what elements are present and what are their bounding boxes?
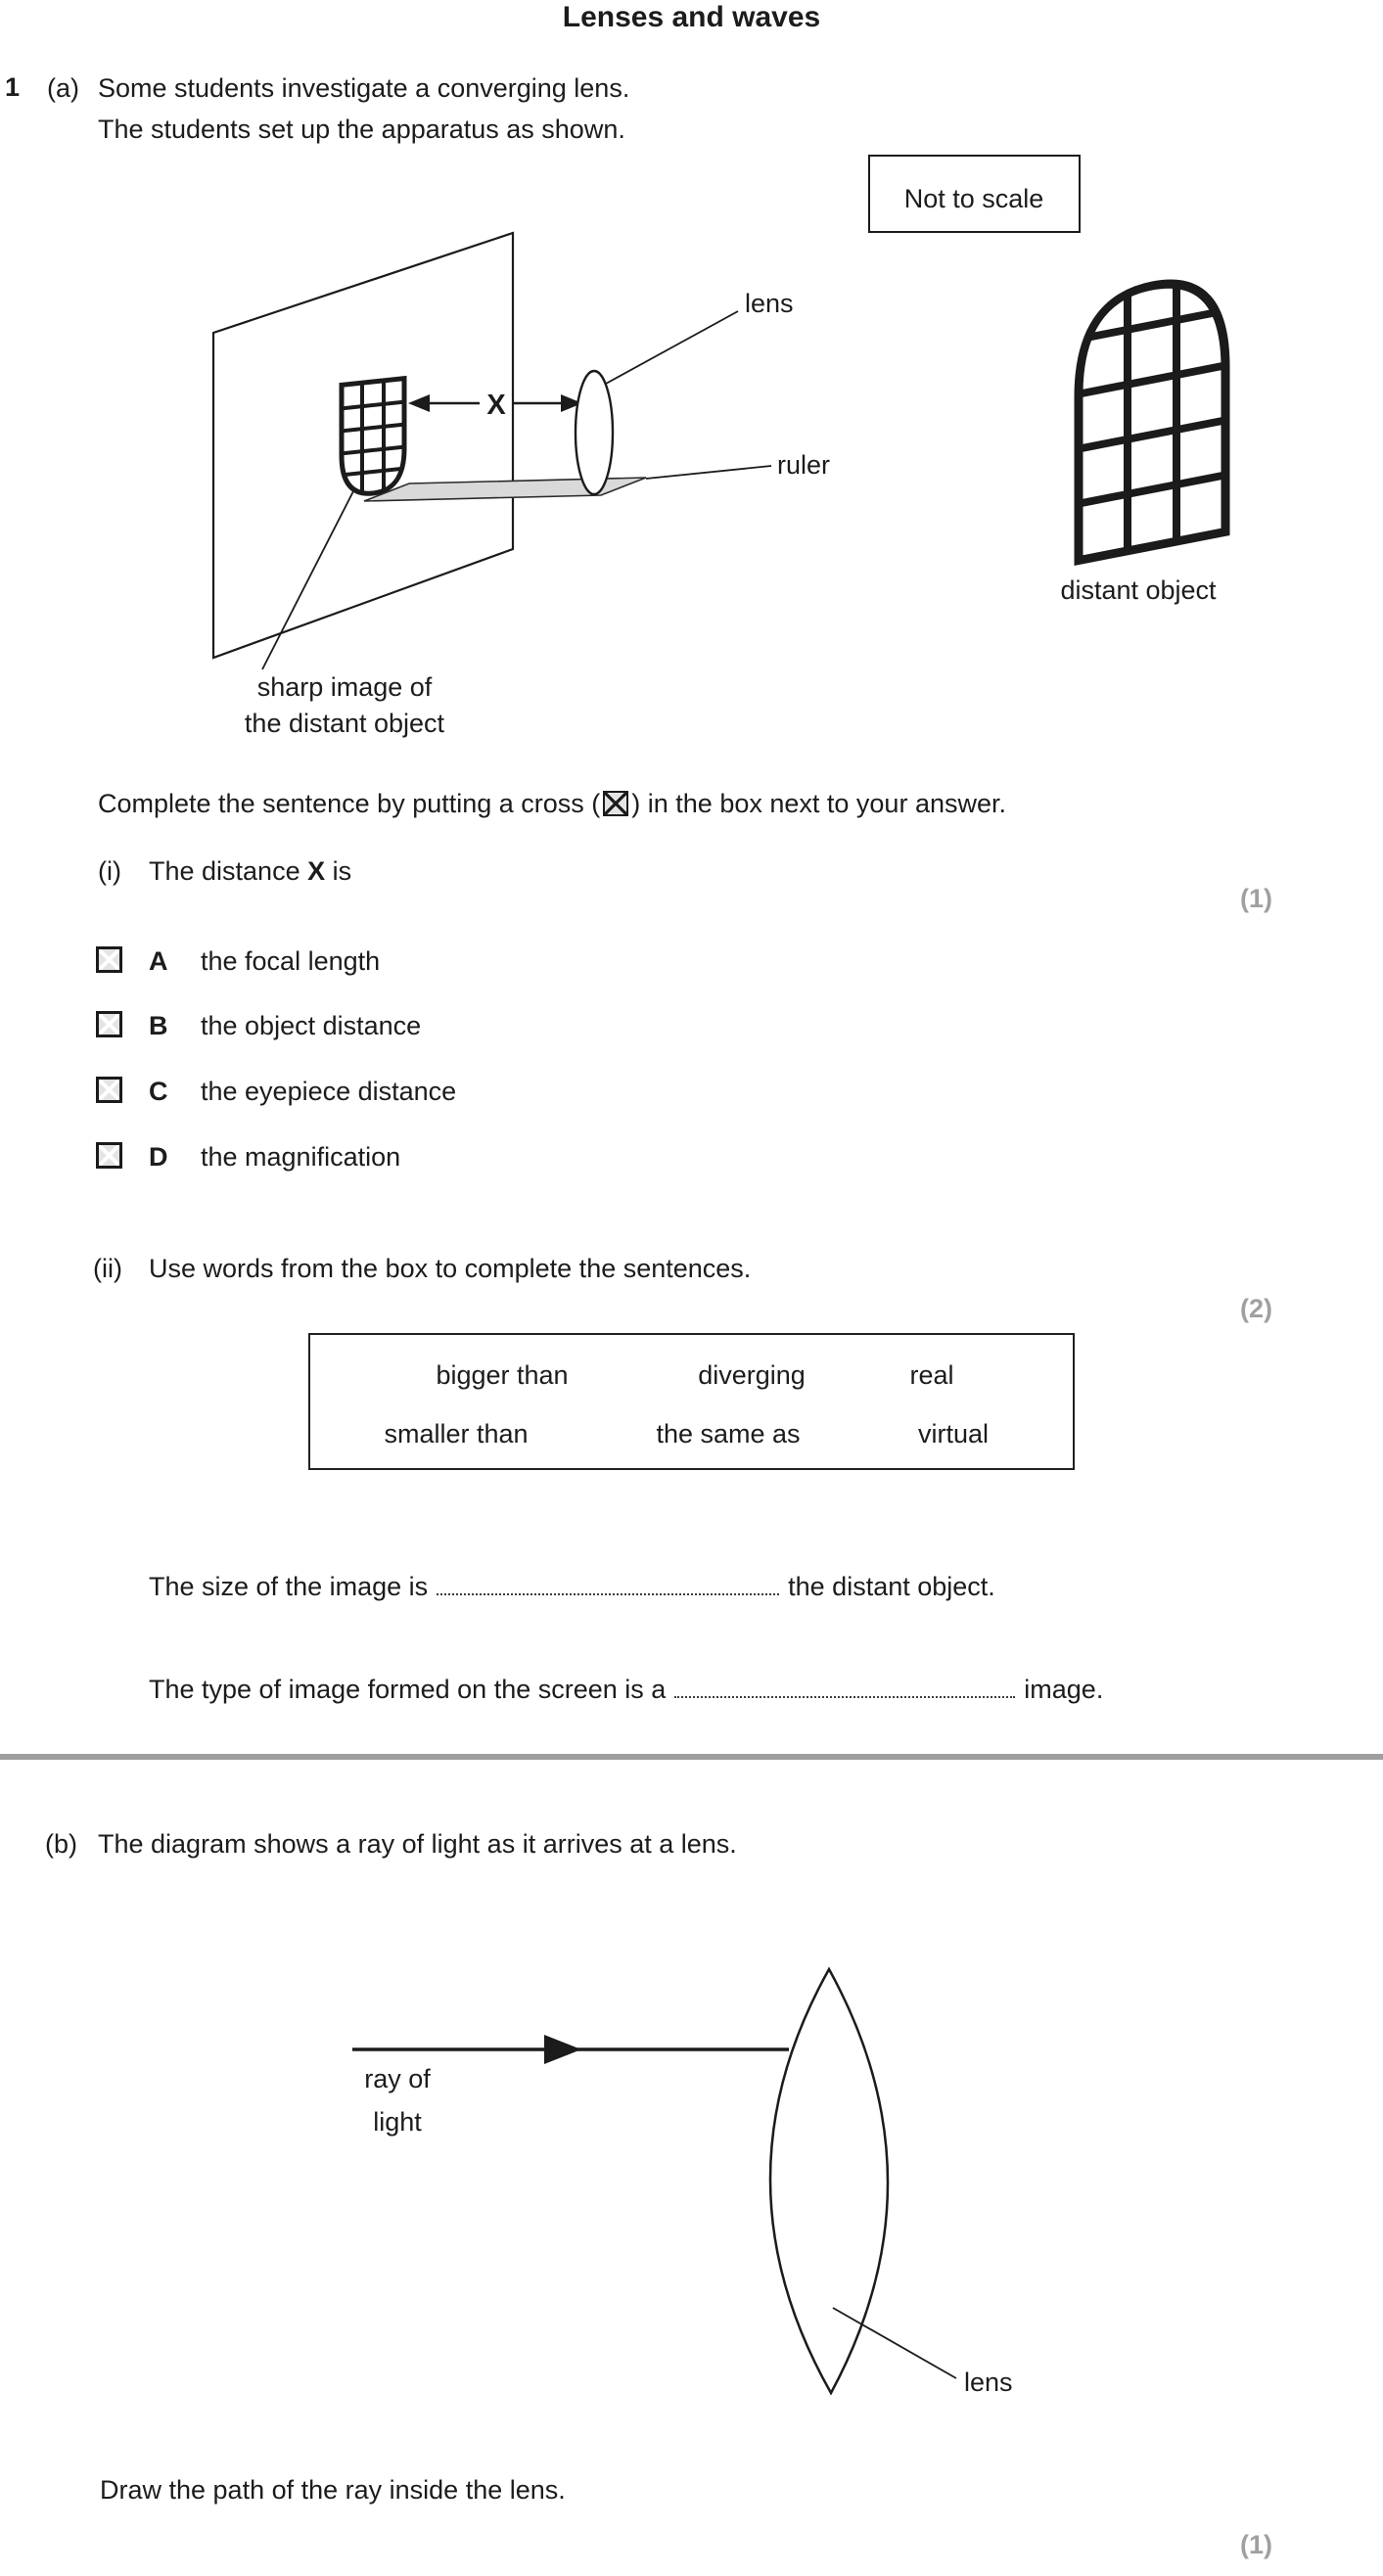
option-a-letter: A [149,946,168,976]
lens-label: lens [745,289,794,318]
word-the-same-as: the same as [656,1419,801,1449]
q-ii-stem: Use words from the box to complete the sentences. [149,1254,752,1283]
part-a-intro-line2: The students set up the apparatus as shown. [98,115,625,144]
not-to-scale-label: Not to scale [903,184,1044,213]
q-i-marks: (1) [1240,884,1272,913]
option-b-letter: B [149,1011,168,1040]
part-b-marks: (1) [1240,2530,1272,2559]
part-b-intro: The diagram shows a ray of light as it arrives at a lens. [98,1829,737,1859]
lens-label-b: lens [964,2368,1013,2397]
option-c-checkbox[interactable] [96,1077,122,1103]
apparatus-diagram [0,137,1383,783]
part-b-instruction: Draw the path of the ray inside the lens. [100,2475,566,2505]
option-a-text: the focal length [201,946,381,976]
sentence-1-answer-blank[interactable] [437,1567,779,1595]
sentence-1-suffix: the distant object. [788,1572,995,1601]
distant-object-label: distant object [1060,575,1217,605]
option-d-letter: D [149,1142,168,1172]
word-diverging: diverging [698,1360,806,1390]
q-ii-marks: (2) [1240,1294,1272,1323]
word-box [308,1333,1075,1470]
word-smaller-than: smaller than [384,1419,529,1449]
part-a-intro-line1: Some students investigate a converging lens. [98,73,630,103]
distance-x-label: X [486,390,506,421]
word-bigger-than: bigger than [436,1360,569,1390]
cross-instruction [98,788,1006,821]
sentence-1 [149,1567,995,1604]
option-c-letter: C [149,1077,168,1106]
q-i-stem: The distance X is [149,856,352,886]
word-real: real [909,1360,954,1390]
sentence-2-prefix: The type of image formed on the screen is a [149,1675,667,1704]
option-c-text: the eyepiece distance [201,1077,457,1106]
question-number: 1 [5,72,21,102]
q-i-label: (i) [98,856,121,886]
option-b-text: the object distance [201,1011,422,1040]
option-d-text: the magnification [201,1142,401,1172]
lens-leader-line [606,311,738,384]
distant-object-window [1077,271,1227,563]
sentence-2-answer-blank[interactable] [674,1670,1015,1698]
option-b-checkbox[interactable] [96,1011,122,1037]
word-virtual: virtual [917,1419,990,1449]
sharp-image-label-line2: the distant object [244,709,445,738]
section-divider [0,1754,1383,1760]
option-d-checkbox[interactable] [96,1142,122,1169]
sentence-1-prefix: The size of the image is [149,1572,429,1601]
lens-ellipse [576,371,613,494]
ray-lens-diagram [0,1948,1383,2417]
sharp-image-label-line1: sharp image of [256,672,433,702]
cross-example-icon [603,791,628,816]
ray-arrowhead [544,2035,581,2064]
cross-instruction-suffix: ) in the box next to your answer. [631,789,1006,818]
ruler-label: ruler [777,450,831,480]
sentence-2 [149,1670,1103,1707]
sentence-2-suffix: image. [1024,1675,1104,1704]
page-title: Lenses and waves [562,1,821,33]
part-b-label: (b) [45,1829,77,1859]
cross-instruction-prefix: Complete the sentence by putting a cross ( [98,789,601,818]
ruler-leader-line [646,466,771,479]
part-a-label: (a) [47,73,79,103]
q-ii-label: (ii) [93,1254,122,1283]
ray-label-line2: light [373,2107,422,2137]
ray-label-line1: ray of [364,2064,431,2093]
option-a-checkbox[interactable] [96,946,122,973]
